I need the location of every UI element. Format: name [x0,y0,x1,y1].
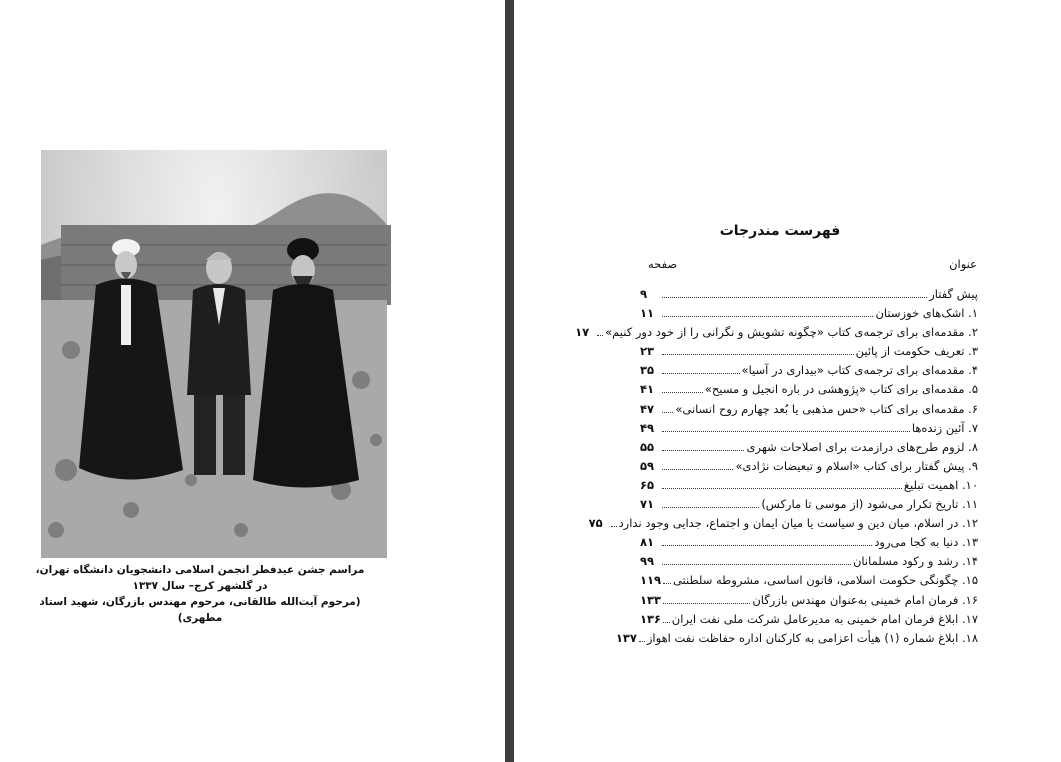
toc-entry-page-number: ۴۹ [640,420,655,435]
dot-leader [611,517,617,527]
dot-leader [662,403,673,413]
toc-entry-title: ۱۳. دنیا به کجا می‌رود [874,535,978,550]
toc-entry-page-number: ۶۵ [640,477,655,492]
toc-entry[interactable] [640,287,978,306]
toc-entry-page-number: ۵۵ [640,439,655,454]
toc-entry-title: ۱. اشک‌های خوزستان [875,306,978,321]
toc-entry[interactable] [640,497,978,516]
toc-entry-title: ۴. مقدمه‌ای برای ترجمه‌ی کتاب «بیداری در آسیا» [741,363,978,378]
toc-entry-page-number: ۴۷ [640,401,655,416]
toc-entry[interactable] [640,478,978,497]
toc-entry[interactable] [640,612,978,631]
table-of-contents [575,287,978,650]
toc-entry-page-number: ۱۷ [575,325,590,340]
toc-entry-page-number: ۷۱ [640,497,655,512]
toc-entry[interactable] [615,630,978,650]
toc-entry-page-number: ۵۹ [640,458,655,473]
dot-leader [639,632,645,642]
dot-leader [662,536,872,546]
toc-entry-page-number: ۳۵ [640,363,655,378]
toc-entry-title: ۷. آئین زنده‌ها [911,420,978,435]
photograph-icon [41,150,387,558]
toc-entry[interactable] [640,593,978,612]
dot-leader [662,307,873,317]
toc-entry-title: ۸. لزوم طرح‌های درازمدت برای اصلاحات شهری [746,439,978,454]
toc-entry[interactable] [640,382,978,401]
toc-entry-title: ۳. تعریف حکومت از پائین [855,344,978,359]
dot-leader [662,460,733,470]
left-page [0,0,507,762]
toc-entry-page-number: ۱۳۶ [640,611,662,626]
dot-leader [662,288,927,298]
toc-entry-page-number: ۹ [640,287,648,301]
toc-entry-page-number: ۹۹ [640,554,655,569]
dot-leader [662,498,759,508]
caption-line-1: مراسم جشن عیدفطر انجمن اسلامی دانشجویان دانشگاه تهران، در گلشهر کرج– سال ۱۳۳۷ [35,564,365,592]
toc-entry-title: ۹. پیش گفتار برای کتاب «اسلام و تبعیضات نژادی» [735,458,978,473]
toc-entry-page-number: ۱۳۳ [640,592,662,607]
toc-entry[interactable] [640,440,978,459]
dot-leader [662,422,910,432]
dot-leader [662,383,703,393]
dot-leader [663,574,671,584]
toc-entry[interactable] [640,459,978,478]
column-header-title: عنوان [949,257,977,271]
column-header-page: صفحه [648,257,678,271]
toc-entry[interactable] [640,363,978,382]
dot-leader [663,594,750,604]
dot-leader [597,326,603,336]
dot-leader [662,441,744,451]
toc-entry-title: ۱۶. فرمان امام خمینی به‌عنوان مهندس بازرگان [752,592,978,607]
toc-entry[interactable] [640,421,978,440]
toc-entry[interactable] [640,554,978,573]
toc-entry-page-number: ۴۱ [640,382,655,397]
historical-photograph [41,150,387,558]
caption-line-2: (مرحوم آیت‌الله طالقانی، مرحوم مهندس بازرگان، شهید استاد مطهری) [39,596,361,624]
toc-entry-title: ۱۱. تاریخ تکرار می‌شود (از موسی تا مارکس) [761,497,978,512]
dot-leader [662,345,854,355]
dot-leader [663,613,670,623]
toc-entry[interactable] [640,535,978,554]
toc-entry-page-number: ۲۳ [640,344,655,359]
toc-entry[interactable] [588,516,978,535]
toc-entry-title: ۲. مقدمه‌ای برای ترجمه‌ی کتاب «چگونه تشویش و نگرانی را از خود دور کنیم» [605,325,978,340]
dot-leader [662,479,902,489]
toc-title: فهرست مندرجات [719,223,841,239]
dot-leader [662,555,851,565]
toc-entry-page-number: ۷۵ [588,516,603,531]
toc-entry[interactable] [575,325,978,344]
toc-entry-page-number: ۱۳۷ [615,630,637,645]
toc-entry[interactable] [640,573,978,592]
photo-caption [30,562,370,626]
toc-entry-title: ۱۸. ابلاغ شماره (۱) هیأت اعزامی به کارکنان اداره حفاظت نفت اهواز [646,630,978,645]
toc-entry-title: پیش گفتار [929,287,978,301]
toc-entry-title: ۱۴. رشد و رکود مسلمانان [852,554,978,569]
toc-entry-title: ۱۵. چگونگی حکومت اسلامی، قانون اساسی، مشروطه سلطنتی [672,573,978,588]
toc-entry-page-number: ۱۱۹ [640,573,662,588]
toc-entry[interactable] [640,306,978,325]
toc-entry-title: ۱۰. اهمیت تبلیغ [903,477,978,492]
toc-entry-page-number: ۸۱ [640,535,655,550]
toc-entry-title: ۱۷. ابلاغ فرمان امام خمینی به مدیرعامل شرکت ملی نفت ایران [671,611,978,626]
toc-entry-title: ۱۲. در اسلام، میان دین و سیاست یا میان ایمان و اجتماع، جدایی وجود ندارد [618,516,978,531]
toc-entry-page-number: ۱۱ [640,306,655,321]
dot-leader [662,364,740,374]
toc-entry-title: ۶. مقدمه‌ای برای کتاب «حس مذهبی یا بُعد چهارم روح انسانی» [675,401,978,416]
toc-entry[interactable] [640,344,978,363]
toc-entry[interactable] [640,402,978,421]
toc-entry-title: ۵. مقدمه‌ای برای کتاب «پژوهشی در باره انجیل و مسیح» [704,382,978,397]
